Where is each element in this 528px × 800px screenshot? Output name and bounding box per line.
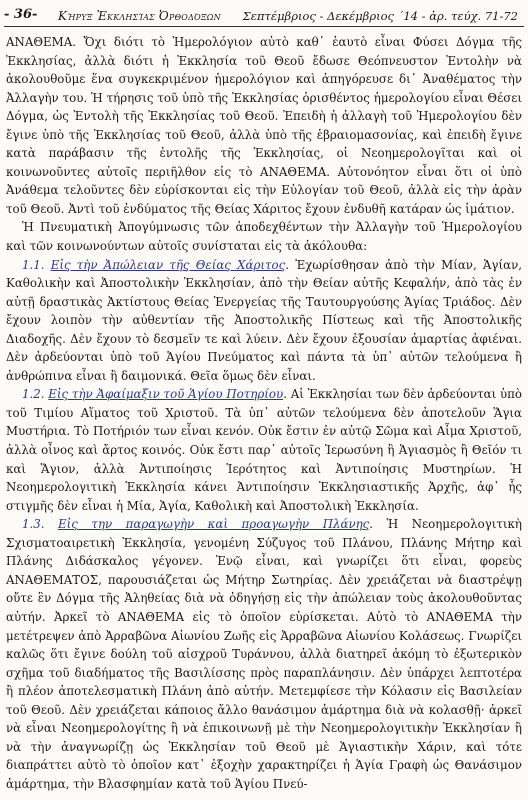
section-heading: Εἰς τὴν Ἀφαίμαξιν τοῦ Ἁγίου Ποτηρίου bbox=[48, 387, 284, 402]
section-number: 1.3. bbox=[22, 517, 45, 532]
paragraph: ΑΝΑΘΕΜΑ. Ὄχι διότι τὸ Ἡμερολόγιον αὐτὸ καθ᾽ ἑαυτὸ εἶναι Φύσει Δόγμα τῆς Ἐκκλησίας, ἀλλὰ διότι ἡ Ἐκκλησία τοῦ Θεοῦ ἔδωσε Θεόπνευστον Ἐντολὴν νὰ ἀκολουθοῦμε ἕνα συγκεκριμένον ἡμερολόγιον καὶ ἀπηγόρευσε δι᾽ Ἀναθέματος τὴν Ἀλλαγὴν του. Ἡ τήρησις τοῦ ὑπὸ τῆς Ἐκκλησίας ὁρισθέντος ἡμερολογίου εἶναι Θέσει Δόγμα, ὡς Ἐντολὴ τῆς Ἐκκλησίας τοῦ Θεοῦ. Ἐπειδὴ ἡ ἀλλαγὴ τοῦ Ἡμερολογίου δὲν ἔγινε ὑπὸ τῆς Ἐκκλησίας τοῦ Θεοῦ, ἀλλὰ ὑπὸ τῆς ἑβραιομασονίας, καὶ ἐπειδὴ ἔγινε κατὰ παράβασιν τῆς ἐντολῆς τῆς Ἐκκλησίας, οἱ Νεοημερολογῖται καὶ οἱ κοινωνοῦντες αὐτοῖς περιῆλθον εἰς τὸ ΑΝΑΘΕΜΑ. Αὐτονόητον εἶναι ὅτι οἱ ὑπὸ Ἀνάθεμα τελοῦντες δὲν εὑρίσκονται εἰς τὴν Εὐλογίαν τοῦ Θεοῦ, ἀλλὰ εἰς τὴν ἀρὰν τοῦ Θεοῦ. Ἀντὶ τοῦ ἐνδύματος τῆς Θείας Χάριτος ἔχουν ἐνδυθῆ κατάραν ὡς ἱμάτιον. bbox=[6, 35, 522, 216]
issue-info: Σεπτέμβριος - Δεκέμβριος ΄14 - ἀρ. τεύχ. 71-72 bbox=[242, 9, 518, 23]
section-1-1 bbox=[6, 256, 522, 386]
section-heading: Εἰς τὴν Ἀπώλειαν τῆς Θείας Χάριτος bbox=[50, 257, 286, 272]
section-1-2 bbox=[6, 385, 522, 515]
section-number: 1.1. bbox=[22, 257, 45, 272]
section-1-3 bbox=[6, 515, 522, 793]
publication-title: Κήρυξ Ἐκκλησίας Ὀρθοδόξων bbox=[58, 9, 221, 23]
paragraph: Ἡ Πνευματικὴ Ἀπογύμνωσις τῶν ἀποδεχθέντων τὴν Ἀλλαγὴν τοῦ Ἡμερολογίου καὶ τῶν κοινωνούντων αὐτοῖς συνίσταται εἰς τὰ ἀκόλουθα: bbox=[6, 220, 522, 254]
section-number: 1.2. bbox=[22, 387, 45, 402]
section-text: . Ἐχωρίσθησαν ἀπὸ τὴν Μίαν, Ἁγίαν, Καθολικὴν καὶ Ἀποστολικὴν Ἐκκλησίαν, ἀπὸ τὴν Θείαν αὐτῆς Κεφαλήν, ἀπὸ τὰς ἐν αὐτῇ δραστικὰς Ἀκτίστους Θείας Ἐνεργείας τῆς Ταυτουργούσης Ἁγίας Τριάδος. Δὲν ἔχουν λοιπὸν τὴν αὐθεντίαν τῆς Ἀποστολικῆς Πίστεως καὶ τῆς Ἀποστολικῆς Διαδοχῆς. Δὲν ἔχουν τὸ δεσμεῖν τε καὶ λύειν. Δὲν ἔχουν ἐξουσίαν ἁμαρτίας ἀφιέναι. Δὲν ἀρδεύονται ὑπὸ τοῦ Ἁγίου Πνεύματος καὶ πάντα τὰ ὑπ᾽ αὐτῶν τελούμενα ἢ ἀνθρώπινα εἶναι ἢ δαιμονικά. Θεῖα ὅμως δὲν εἶναι. bbox=[6, 257, 522, 383]
header-rule bbox=[4, 26, 524, 27]
section-heading: Εἰς την παραγωγὴν καὶ προαγωγὴν Πλάνης bbox=[58, 517, 370, 532]
article-body bbox=[6, 33, 522, 793]
section-text: . Αἱ Ἐκκλησίαι των δὲν ἀρδεύονται ὑπὸ τοῦ Τιμίου Αἵματος τοῦ Χριστοῦ. Τὰ ὑπ᾽ αὐτῶν τελούμενα δὲν ἀποτελοῦν Ἅγια Μυστήρια. Τὸ Ποτήριόν των εἶναι κενόν. Οὐκ ἔστιν ἐν αὐτῷ Σῶμα καὶ Αἷμα Χριστοῦ, ἀλλὰ οἶνος καὶ ἄρτος κοινός. Οὐκ ἔστι παρ᾽ αὐτοῖς Ἱερωσύνη ἢ Ἁγιασμὸς ἢ Θεῖόν τι καὶ Ἅγιον, ἀλλὰ Ἀντιποίησις Ἱερότητος καὶ Ἀντιποίησις Μυστηρίων. Ἡ Νεοημερολογιτικὴ Ἐκκλησία κάνει Ἀντιποίησιν Ἐκκλησιαστικῆς Ἀρχῆς, ἀφ᾽ ἧς στιγμῆς δὲν εἶναι ἡ Μία, Ἁγία, Καθολικὴ καὶ Ἀποστολικὴ Ἐκκλησία. bbox=[6, 387, 522, 513]
page-number: - 36- bbox=[4, 7, 38, 22]
section-text: . Ἡ Νεοημερολογιτικὴ Σχισματοαιρετικὴ Ἐκκλησία, γενομένη Σύζυγος τοῦ Πλάνου, Πλάνης Μήτηρ καὶ Πλάνης Διδάσκαλος γέγονεν. Ἐνῷ εἶναι, καὶ γνωρίζει ὅτι εἶναι, φορεὺς ΑΝΑΘΕΜΑΤΟΣ, παρουσιάζεται ὡς Μήτηρ Σωτηρίας. Δὲν χρειάζεται νὰ διαστρέψῃ οὔτε ἓν Δόγμα τῆς Ἀληθείας διὰ νὰ ὁδηγήσῃ εἰς τὴν ἀπώλειαν τοὺς ἀκολουθοῦντας αὐτήν. Ἀρκεῖ τὸ ΑΝΑΘΕΜΑ εἰς τὸ ὁποῖον εὑρίσκεται. Αὐτὸ τὸ ΑΝΑΘΕΜΑ τὴν μετέτρεψεν ἀπὸ Ἀρραβῶνα Αἰωνίου Ζωῆς εἰς Ἀρραβῶνα Αἰωνίου Κολάσεως. Γνωρίζει καλῶς ὅτι ἔγινε δούλη τοῦ αἰσχροῦ Τυράννου, ἀλλὰ διατηρεῖ ἀκόμη τὸ ἐξωτερικὸν σχῆμα τοῦ διαδήματος τῆς Βασιλίσσης πρὸς παραπλάνησιν. Δὲν ὑπάρχει λεπτοτέρα ἢ πλέον ἀποτελεσματικὴ Πλάνη ἀπὸ αὐτήν. Μετεμφίεσε τὴν Κόλασιν εἰς Βασιλείαν τοῦ Θεοῦ. Δὲν χρειάζεται κάποιος ἄλλο θανάσιμον ἁμάρτημα διὰ νὰ κολασθῇ· ἀρκεῖ νὰ εἶναι Νεοημερολογίτης ἢ νὰ ἐπικοινωνῇ μὲ τὴν Νεοημερολογιτικὴν Ἐκκλησίαν ἢ νὰ τὴν ἀναγνωρίζῃ ὡς Ἐκκλησίαν τοῦ Θεοῦ μὲ Ἁγιαστικὴν Χάριν, καὶ τότε διαπράττει αὐτὸ τὸ ὁποῖον κατ᾽ ἐξοχὴν χαρακτηρίζει ἡ Ἁγία Γραφὴ ὡς Θανάσιμον ἁμάρτημα, τὴν Βλασφημίαν κατὰ τοῦ Ἁγίου Πνεύ- bbox=[6, 517, 523, 791]
